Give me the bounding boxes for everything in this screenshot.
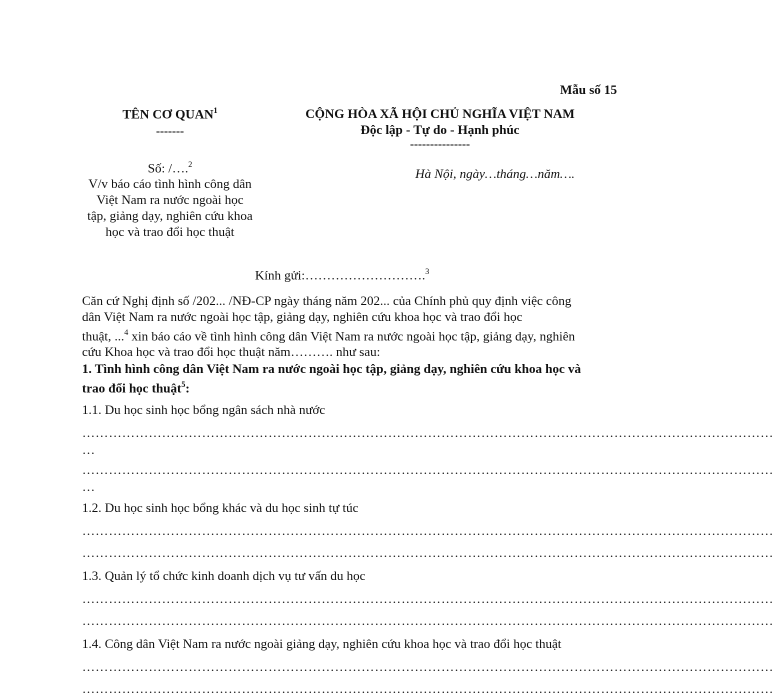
- motto-separator: ---------------: [410, 137, 470, 151]
- fill-line: …………………………………………………………………………………………………………………………………………: [82, 681, 774, 696]
- subject-line: V/v báo cáo tình hình công dân: [88, 176, 252, 191]
- subject-line: học và trao đổi học thuật: [105, 224, 235, 239]
- agency-separator: -------: [156, 124, 184, 138]
- subject-line: Việt Nam ra nước ngoài học: [96, 192, 244, 207]
- intro-paragraph: Căn cứ Nghị định số /202... /NĐ-CP ngày tháng năm 202... của Chính phủ quy định việc công dân Việt Nam ra nước ngoài học tập, giảng dạy, nghiên cứu khoa học và trao đổi học thuật, ...$^4$ xin báo cáo về tình hình công dân Việt Nam ra nước ngoài học tập, giảng dạy, nghiên cứu Khoa học và trao đổi học thuật năm………. như sau:: [82, 293, 575, 360]
- subsection-1-4-title: 1.4. Công dân Việt Nam ra nước ngoài giảng dạy, nghiên cứu khoa học và trao đổi học thuật: [82, 636, 562, 651]
- national-motto: Độc lập - Tự do - Hạnh phúc: [360, 122, 520, 137]
- document-number: Số: /….$^2$: [147, 160, 193, 176]
- fill-line: …………………………………………………………………………………………………………………………………………: [82, 545, 774, 560]
- subsection-1-3-title: 1.3. Quản lý tổ chức kinh doanh dịch vụ tư vấn du học: [82, 568, 366, 583]
- fill-line: …………………………………………………………………………………………………………………………………………: [82, 462, 774, 477]
- national-title: CỘNG HÒA XÃ HỘI CHỦ NGHĨA VIỆT NAM: [305, 106, 575, 121]
- fill-line-end: …: [82, 479, 96, 494]
- section-1-heading: 1. Tình hình công dân Việt Nam ra nước ngoài học tập, giảng dạy, nghiên cứu khoa học và trao đổi học thuật$^5$:: [82, 361, 581, 396]
- subject-line: tập, giảng dạy, nghiên cứu khoa: [87, 208, 253, 223]
- fill-line: …………………………………………………………………………………………………………………………………………: [82, 591, 774, 606]
- place-date: Hà Nội, ngày…tháng…năm….: [415, 166, 575, 181]
- fill-line: …………………………………………………………………………………………………………………………………………: [82, 425, 774, 440]
- agency-name: TÊN CƠ QUAN$^1$: [122, 106, 218, 122]
- subsection-1-1-title: 1.1. Du học sinh học bổng ngân sách nhà nước: [82, 402, 326, 417]
- fill-line-end: …: [82, 442, 96, 457]
- recipient-line: Kính gửi:……………………….$^3$: [255, 267, 430, 283]
- subject-block: [70, 176, 270, 240]
- form-number: Mẫu số 15: [560, 82, 618, 97]
- fill-line: …………………………………………………………………………………………………………………………………………: [82, 523, 774, 538]
- subsection-1-2-title: 1.2. Du học sinh học bổng khác và du học sinh tự túc: [82, 500, 359, 515]
- fill-line: …………………………………………………………………………………………………………………………………………: [82, 659, 774, 674]
- fill-line: …………………………………………………………………………………………………………………………………………: [82, 613, 774, 628]
